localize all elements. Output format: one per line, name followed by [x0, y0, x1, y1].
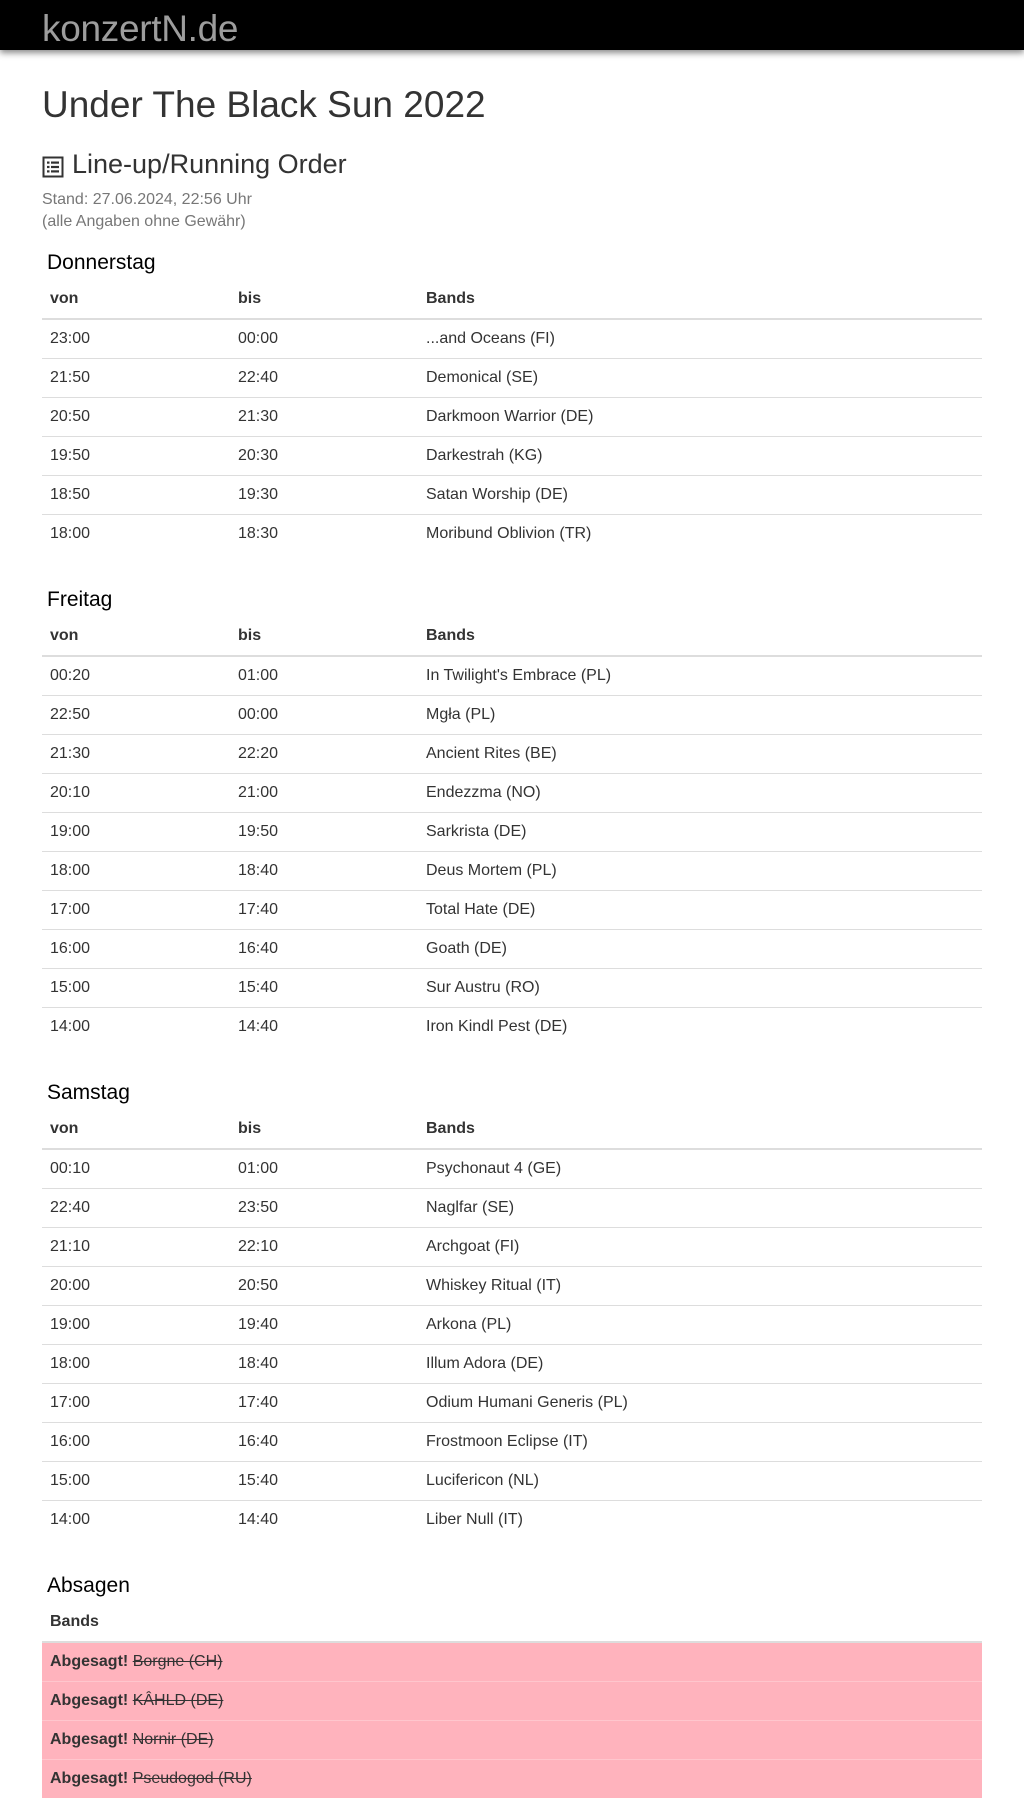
start-time-cell: 23:00	[50, 329, 91, 347]
start-time-cell: 17:00	[42, 890, 230, 929]
band-cell: Satan Worship (DE)	[418, 475, 982, 514]
column-header-bands: Bands	[42, 1603, 982, 1642]
band-cell: Total Hate (DE)	[418, 890, 982, 929]
band-cell: Lucifericon (NL)	[418, 1461, 982, 1500]
band-cell: Odium Humani Generis (PL)	[418, 1383, 982, 1422]
start-time-cell: 16:00	[42, 1422, 230, 1461]
end-time-cell: 22:10	[230, 1227, 418, 1266]
band-cell: Deus Mortem (PL)	[418, 851, 982, 890]
table-row	[42, 812, 982, 851]
column-header-von: von	[42, 1110, 230, 1149]
cancelled-row	[42, 1720, 982, 1759]
start-time-cell: 18:00	[42, 514, 230, 553]
start-time-cell: 16:00	[42, 929, 230, 968]
cancellations-section	[42, 1573, 982, 1798]
table-row	[42, 890, 982, 929]
column-header-von: von	[42, 280, 230, 319]
end-time-cell: 16:40	[230, 929, 418, 968]
table-header-row	[42, 1110, 982, 1149]
start-time-cell: 21:50	[42, 358, 230, 397]
end-time-cell: 20:50	[230, 1266, 418, 1305]
end-time-cell: 01:00	[238, 666, 279, 684]
day-section	[42, 1080, 982, 1556]
band-cell: Liber Null (IT)	[418, 1500, 982, 1539]
end-time-cell: 19:50	[230, 812, 418, 851]
cancelled-label: Abgesagt!	[50, 1769, 129, 1787]
day-title: Freitag	[47, 588, 113, 611]
table-row	[42, 1500, 982, 1539]
end-time-cell: 14:40	[230, 1500, 418, 1539]
cancelled-label: Abgesagt!	[50, 1652, 129, 1670]
start-time-cell: 20:00	[42, 1266, 230, 1305]
end-time-cell: 22:20	[230, 734, 418, 773]
column-header-bands: Bands	[418, 280, 982, 319]
band-cell: Iron Kindl Pest (DE)	[418, 1007, 982, 1046]
schedule-table	[42, 617, 982, 1046]
band-cell: Psychonaut 4 (GE)	[426, 1159, 562, 1177]
start-time-cell: 20:10	[42, 773, 230, 812]
column-header-von: von	[42, 617, 230, 656]
band-cell: Darkestrah (KG)	[418, 436, 982, 475]
start-time-cell: 19:00	[42, 812, 230, 851]
main-content	[42, 50, 982, 1798]
column-header-bis: bis	[230, 1110, 418, 1149]
cancellations-title: Absagen	[47, 1574, 130, 1597]
cancelled-band: Pseudogod (RU)	[132, 1769, 252, 1787]
start-time-cell: 18:00	[42, 1344, 230, 1383]
start-time-cell: 18:50	[42, 475, 230, 514]
stand-timestamp: Stand: 27.06.2024, 22:56 Uhr	[42, 191, 252, 208]
cancelled-row	[42, 1681, 982, 1720]
stand-info	[42, 189, 982, 233]
band-cell: ...and Oceans (FI)	[426, 329, 555, 347]
table-row	[42, 734, 982, 773]
start-time-cell: 19:50	[42, 436, 230, 475]
band-cell: Arkona (PL)	[418, 1305, 982, 1344]
table-row	[42, 968, 982, 1007]
band-cell: Goath (DE)	[418, 929, 982, 968]
start-time-cell: 00:20	[50, 666, 91, 684]
end-time-cell: 21:30	[230, 397, 418, 436]
table-row	[42, 929, 982, 968]
day-title: Samstag	[47, 1081, 130, 1104]
end-time-cell: 00:00	[238, 329, 279, 347]
cancellations-table	[42, 1603, 982, 1798]
table-row	[42, 475, 982, 514]
band-cell: Moribund Oblivion (TR)	[418, 514, 982, 553]
cancelled-row	[42, 1642, 982, 1681]
band-cell: Archgoat (FI)	[418, 1227, 982, 1266]
cancelled-band: Borgne (CH)	[132, 1652, 223, 1670]
table-header-row	[42, 280, 982, 319]
cancelled-band: Nornir (DE)	[132, 1730, 214, 1748]
table-row	[42, 436, 982, 475]
cancelled-cell	[42, 1759, 982, 1798]
end-time-cell: 20:30	[230, 436, 418, 475]
band-cell: In Twilight's Embrace (PL)	[426, 666, 612, 684]
band-cell: Ancient Rites (BE)	[418, 734, 982, 773]
table-row	[42, 695, 982, 734]
table-header-row	[42, 1603, 982, 1642]
cancelled-cell	[42, 1681, 982, 1720]
end-time-cell: 19:30	[230, 475, 418, 514]
column-header-bands: Bands	[418, 617, 982, 656]
start-time-cell: 22:40	[42, 1188, 230, 1227]
table-row	[42, 514, 982, 553]
disclaimer: (alle Angaben ohne Gewähr)	[42, 213, 246, 230]
band-cell: Whiskey Ritual (IT)	[418, 1266, 982, 1305]
start-time-cell: 19:00	[42, 1305, 230, 1344]
day-section	[42, 587, 982, 1063]
end-time-cell: 21:00	[230, 773, 418, 812]
table-row	[42, 1007, 982, 1046]
end-time-cell: 19:40	[230, 1305, 418, 1344]
band-cell: Sur Austru (RO)	[418, 968, 982, 1007]
start-time-cell: 15:00	[42, 968, 230, 1007]
start-time-cell: 22:50	[42, 695, 230, 734]
start-time-cell: 14:00	[42, 1007, 230, 1046]
table-row	[42, 1344, 982, 1383]
end-time-cell: 18:40	[230, 1344, 418, 1383]
top-navbar	[0, 0, 1024, 50]
table-header-row	[42, 617, 982, 656]
cancelled-label: Abgesagt!	[50, 1730, 129, 1748]
brand-link[interactable]: konzertN.de	[42, 8, 239, 49]
table-row	[42, 397, 982, 436]
cancelled-cell	[42, 1642, 982, 1681]
band-cell: Endezzma (NO)	[418, 773, 982, 812]
band-cell: Illum Adora (DE)	[418, 1344, 982, 1383]
column-header-bands: Bands	[418, 1110, 982, 1149]
end-time-cell: 01:00	[238, 1159, 279, 1177]
end-time-cell: 15:40	[230, 1461, 418, 1500]
days-container	[42, 250, 982, 1556]
cancelled-band: KÂHLD (DE)	[132, 1691, 224, 1709]
band-cell: Demonical (SE)	[418, 358, 982, 397]
start-time-cell: 17:00	[42, 1383, 230, 1422]
table-row	[42, 319, 982, 358]
cancelled-cell	[42, 1720, 982, 1759]
band-cell: Darkmoon Warrior (DE)	[418, 397, 982, 436]
start-time-cell: 21:30	[42, 734, 230, 773]
cancelled-row	[42, 1759, 982, 1798]
schedule-table	[42, 1110, 982, 1539]
section-title	[42, 148, 982, 180]
end-time-cell: 23:50	[230, 1188, 418, 1227]
band-cell: Sarkrista (DE)	[418, 812, 982, 851]
end-time-cell: 15:40	[230, 968, 418, 1007]
table-row	[42, 1188, 982, 1227]
start-time-cell: 18:00	[42, 851, 230, 890]
start-time-cell: 21:10	[42, 1227, 230, 1266]
end-time-cell: 22:40	[230, 358, 418, 397]
end-time-cell: 17:40	[230, 1383, 418, 1422]
schedule-table	[42, 280, 982, 553]
band-cell: Mgła (PL)	[418, 695, 982, 734]
cancellations-body	[42, 1642, 982, 1798]
end-time-cell: 14:40	[230, 1007, 418, 1046]
list-icon	[42, 153, 64, 175]
start-time-cell: 20:50	[42, 397, 230, 436]
band-cell: Frostmoon Eclipse (IT)	[418, 1422, 982, 1461]
start-time-cell: 15:00	[42, 1461, 230, 1500]
table-row	[42, 851, 982, 890]
end-time-cell: 16:40	[230, 1422, 418, 1461]
table-row	[42, 1422, 982, 1461]
table-row	[42, 358, 982, 397]
column-header-bis: bis	[230, 280, 418, 319]
table-row	[42, 1461, 982, 1500]
start-time-cell: 00:10	[50, 1159, 91, 1177]
band-cell: Naglfar (SE)	[418, 1188, 982, 1227]
table-row	[42, 1266, 982, 1305]
start-time-cell: 14:00	[42, 1500, 230, 1539]
page-title: Under The Black Sun 2022	[42, 84, 486, 125]
table-row	[42, 656, 982, 695]
cancelled-label: Abgesagt!	[50, 1691, 129, 1709]
day-title: Donnerstag	[47, 251, 156, 274]
table-row	[42, 1383, 982, 1422]
table-row	[42, 1305, 982, 1344]
column-header-bis: bis	[230, 617, 418, 656]
table-row	[42, 1149, 982, 1188]
table-row	[42, 1227, 982, 1266]
end-time-cell: 17:40	[230, 890, 418, 929]
end-time-cell: 18:30	[230, 514, 418, 553]
section-title-text: Line-up/Running Order	[72, 149, 347, 179]
day-section	[42, 250, 982, 570]
end-time-cell: 18:40	[230, 851, 418, 890]
table-row	[42, 773, 982, 812]
end-time-cell: 00:00	[230, 695, 418, 734]
